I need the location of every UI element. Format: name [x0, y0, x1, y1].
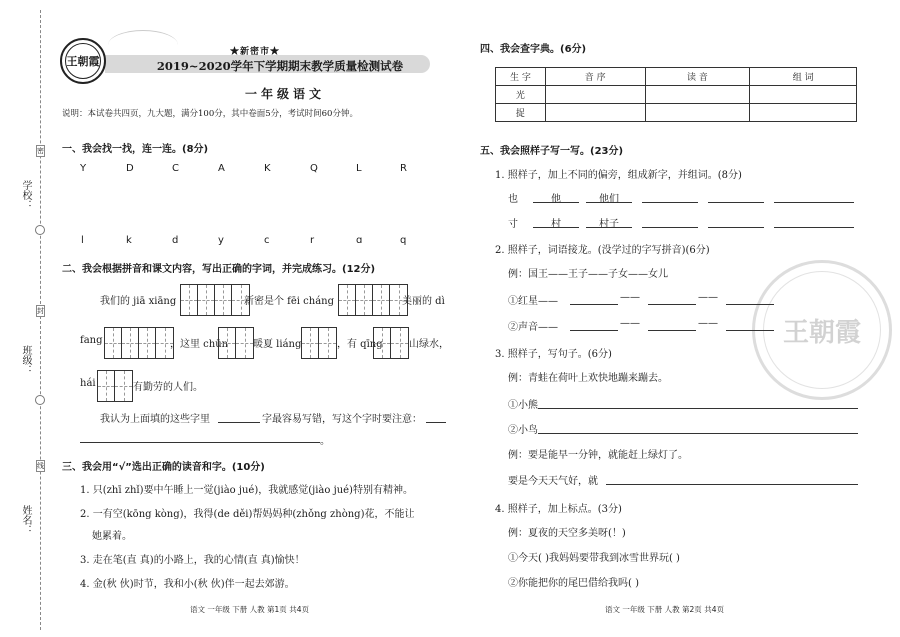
dash: ——: [620, 292, 640, 303]
lowercase-letter[interactable]: l: [81, 235, 84, 246]
table-header: 组 词: [750, 68, 857, 86]
example-text: 例：国王——王子——子女——女儿: [508, 269, 668, 280]
question-text: 2. 照样子，词语接龙。(没学过的字写拼音)(6分): [495, 245, 710, 256]
page-footer: 语文 一年级 下册 人教 第2页 共4页: [605, 605, 724, 614]
chain-start: ①红星——: [508, 296, 558, 307]
sentence-start: ①小熊: [508, 400, 538, 411]
answer-blank[interactable]: [726, 304, 774, 305]
watermark-text: 王朝霞: [782, 317, 861, 348]
table-cell-blank[interactable]: [645, 104, 750, 122]
binding-hole: [35, 395, 45, 405]
question-text: 字最容易写错，写这个字时要注意：: [262, 414, 422, 425]
uppercase-letter[interactable]: R: [400, 163, 407, 174]
table-header: 读 音: [645, 68, 750, 86]
radical-char: 也: [508, 194, 518, 205]
question-text: 4. 照样子，加上标点。(3分): [495, 504, 622, 515]
question-text: 1. 照样子，加上不同的偏旁，组成新字，并组词。(8分): [495, 170, 742, 181]
dash: ——: [698, 318, 718, 329]
uppercase-letter[interactable]: K: [264, 163, 271, 174]
lowercase-letter[interactable]: c: [264, 235, 270, 246]
sentence-start: 要是今天天气好，就: [508, 476, 598, 487]
answer-blank[interactable]: [774, 202, 854, 203]
answer-blank[interactable]: [538, 408, 858, 409]
chain-start: ②声音——: [508, 322, 558, 333]
dash: ——: [620, 318, 640, 329]
lowercase-letter[interactable]: k: [126, 235, 132, 246]
table-cell-char: 捉: [496, 104, 546, 122]
table-cell-blank[interactable]: [545, 86, 645, 104]
answer-blank[interactable]: [80, 442, 320, 443]
answer-blank[interactable]: [606, 484, 858, 485]
answer-blank: [586, 227, 632, 228]
lowercase-letter[interactable]: d: [172, 235, 179, 246]
tianzi-grid[interactable]: [180, 284, 250, 316]
name-label: 姓名：: [20, 505, 31, 535]
question-line[interactable]: 4. 金(秋 伙)时节，我和小(秋 伙)伴一起去郊游。: [80, 579, 295, 590]
example-text: 例：夏夜的天空多美呀(！): [508, 528, 626, 539]
uppercase-letter[interactable]: D: [126, 163, 134, 174]
example-text: 例：要是能早一分钟，就能赶上绿灯了。: [508, 450, 688, 461]
logo-text: 王朝霞: [66, 55, 100, 68]
answer-blank[interactable]: [426, 422, 446, 423]
lowercase-letter[interactable]: y: [218, 235, 224, 246]
example-char: 他: [551, 194, 561, 205]
grade-subject-title: 一年级语文: [244, 87, 325, 101]
question-line: 她累着。: [92, 531, 132, 542]
section-1-title: 一、我会找一找，连一连。(8分): [62, 144, 209, 155]
table-header: 生 字: [496, 68, 546, 86]
prompt-text: 山绿水，: [409, 339, 449, 350]
page-footer: 语文 一年级 下册 人教 第1页 共4页: [190, 605, 309, 614]
lowercase-letter[interactable]: r: [310, 235, 315, 246]
example-word: 他们: [599, 194, 619, 205]
question-text: 3. 照样子，写句子。(6分): [495, 349, 612, 360]
answer-blank[interactable]: [218, 422, 260, 423]
question-line[interactable]: 2. 一有空(kōng kòng)，我得(de děi)帮妈妈种(zhǒng zhòng)花，不能让: [80, 509, 415, 520]
uppercase-letter[interactable]: A: [218, 163, 225, 174]
prompt-text: 我们的 jiā xiāng: [100, 296, 177, 307]
example-text: 例：青蛙在荷叶上欢快地蹦来蹦去。: [508, 373, 668, 384]
prompt-text: hái: [80, 378, 96, 389]
answer-blank[interactable]: [708, 227, 764, 228]
tianzi-grid[interactable]: [104, 327, 174, 359]
exam-instructions: 说明：本试卷共四页，九大题，满分100分，其中卷面5分，考试时间60分钟。: [62, 109, 358, 119]
tianzi-grid[interactable]: [97, 370, 133, 402]
punctuation: 。: [320, 436, 330, 447]
question-text: 我认为上面填的这些字里: [100, 414, 210, 425]
section-3-title: 三、我会用“√”选出正确的读音和字。(10分): [62, 462, 265, 473]
city-banner: ★新密市★: [230, 47, 281, 57]
answer-blank[interactable]: [774, 227, 854, 228]
publisher-logo: [60, 38, 106, 84]
prompt-text: 新密是个 fēi cháng: [244, 296, 335, 307]
dictionary-table: [495, 67, 857, 122]
sentence-start: ②小鸟: [508, 425, 538, 436]
question-line[interactable]: 3. 走在笔(直 真)的小路上，我的心情(直 真)愉快！: [80, 555, 305, 566]
answer-blank[interactable]: [570, 304, 618, 305]
answer-blank[interactable]: [642, 227, 698, 228]
example-word: 村子: [599, 219, 619, 230]
binding-dashed-line: [40, 10, 41, 630]
answer-blank: [586, 202, 632, 203]
answer-blank[interactable]: [708, 202, 764, 203]
prompt-text: 美丽的 dì: [402, 296, 445, 307]
tianzi-grid[interactable]: [373, 327, 409, 359]
answer-blank[interactable]: [570, 330, 618, 331]
answer-blank[interactable]: [538, 433, 858, 434]
exam-title: 2019~2020学年下学期期末教学质量检测试卷: [156, 59, 404, 73]
answer-blank: [533, 227, 579, 228]
seal-mark: 线: [37, 462, 44, 470]
table-header: 音 序: [545, 68, 645, 86]
answer-blank[interactable]: [648, 330, 696, 331]
seal-mark: 密: [37, 147, 44, 155]
answer-blank: [533, 202, 579, 203]
uppercase-letter[interactable]: Y: [80, 163, 87, 174]
uppercase-letter[interactable]: L: [356, 163, 362, 174]
school-label: 学校：: [20, 180, 31, 210]
class-label: 班级：: [20, 345, 31, 375]
prompt-text: 暖夏 liáng: [253, 339, 302, 350]
prompt-text: fang: [80, 335, 103, 346]
binding-hole: [35, 225, 45, 235]
answer-blank[interactable]: [642, 202, 698, 203]
question-line[interactable]: 1. 只(zhī zhǐ)要中午睡上一觉(jiào jué)，我就感觉(jiào jué)特别有精神。: [80, 485, 413, 496]
table-cell-blank[interactable]: [750, 86, 857, 104]
example-char: 村: [551, 219, 561, 230]
section-4-title: 四、我会查字典。(6分): [480, 44, 587, 55]
answer-blank[interactable]: [726, 330, 774, 331]
table-cell-blank[interactable]: [645, 86, 750, 104]
dash: ——: [698, 292, 718, 303]
punctuation-question[interactable]: ②你能把你的尾巴借给我吗( ): [508, 578, 639, 589]
prompt-text: 有勤劳的人们。: [133, 382, 203, 393]
punctuation-question[interactable]: ①今天( )我妈妈要带我到冰雪世界玩( ): [508, 553, 680, 564]
seal-mark: 封: [37, 307, 44, 315]
tianzi-grid[interactable]: [218, 327, 254, 359]
prompt-text: ，这里 chūn: [170, 339, 229, 350]
tianzi-grid[interactable]: [338, 284, 408, 316]
answer-blank[interactable]: [648, 304, 696, 305]
prompt-text: ，有 qīng: [337, 339, 383, 350]
uppercase-letter[interactable]: Q: [310, 163, 318, 174]
section-2-title: 二、我会根据拼音和课文内容，写出正确的字词，并完成练习。(12分): [62, 264, 376, 275]
lowercase-letter[interactable]: ɑ: [356, 235, 363, 246]
table-cell-char: 光: [496, 86, 546, 104]
tianzi-grid[interactable]: [301, 327, 337, 359]
uppercase-letter[interactable]: C: [172, 163, 179, 174]
section-5-title: 五、我会照样子写一写。(23分): [480, 146, 624, 157]
table-cell-blank[interactable]: [750, 104, 857, 122]
lowercase-letter[interactable]: q: [400, 235, 407, 246]
radical-char: 寸: [508, 219, 518, 230]
table-cell-blank[interactable]: [545, 104, 645, 122]
